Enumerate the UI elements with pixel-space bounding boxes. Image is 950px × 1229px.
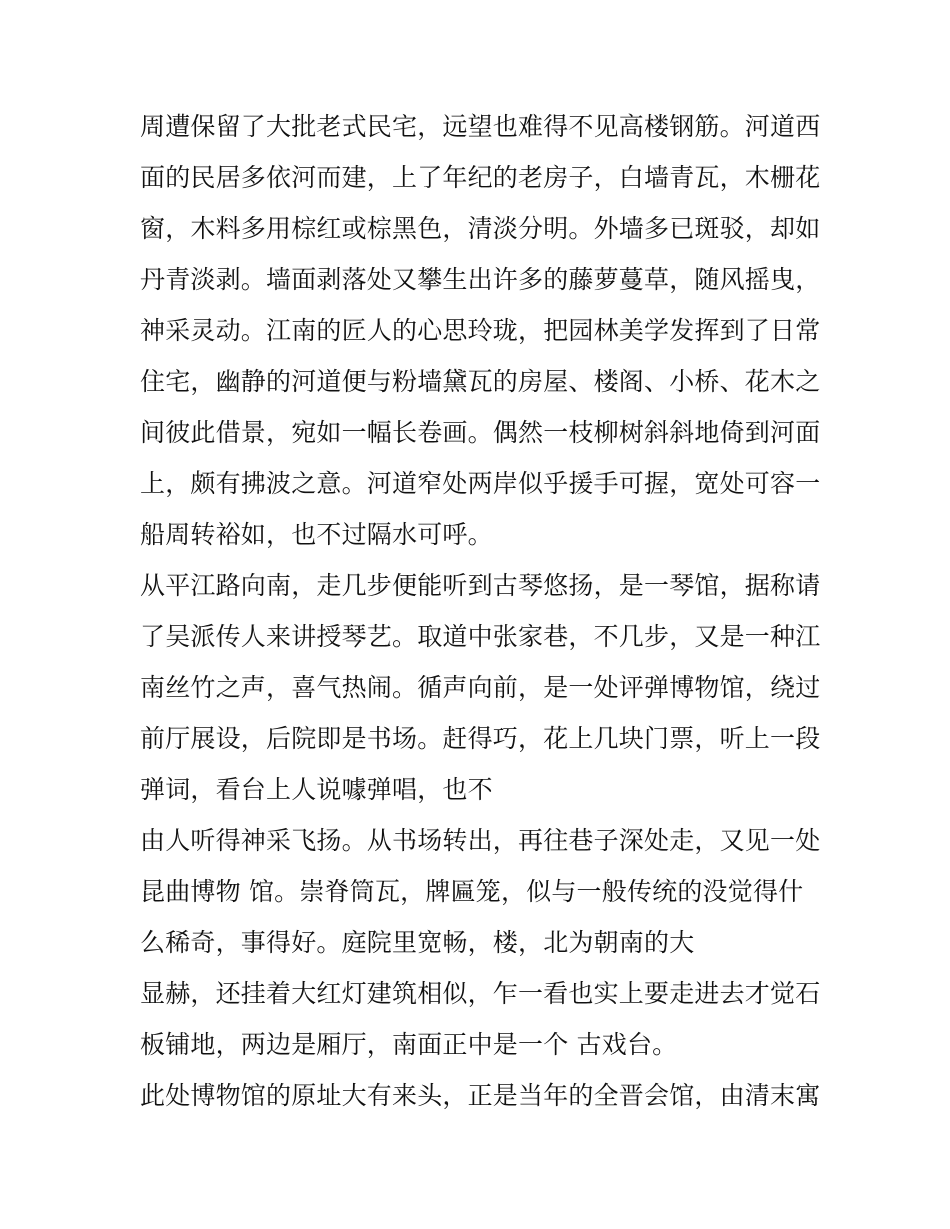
text-line: 住宅，幽静的河道便与粉墙黛瓦的房屋、楼阁、小桥、花木之 xyxy=(140,367,821,396)
text-line: 前厅展设，后院即是书场。赶得巧，花上几块门票，听上一段 xyxy=(140,724,821,753)
text-line: 弹词，看台上人说噱弹唱，也不 xyxy=(140,775,493,804)
text-line: 此处博物馆的原址大有来头，正是当年的全晋会馆，由清末寓 xyxy=(140,1081,821,1110)
text-line: 窗，木料多用棕红或棕黑色，清淡分明。外墙多已斑驳，却如 xyxy=(140,214,821,243)
text-line: 从平江路向南，走几步便能听到古琴悠扬，是一琴馆，据称请 xyxy=(140,571,821,600)
text-line: 了吴派传人来讲授琴艺。取道中张家巷，不几步，又是一种江 xyxy=(140,622,821,651)
text-line: 板铺地，两边是厢厅，南面正中是一个 古戏台。 xyxy=(140,1030,678,1059)
text-line: 由人听得神采飞扬。从书场转出，再往巷子深处走，又见一处 xyxy=(140,826,821,855)
text-line: 周遭保留了大批老式民宅，远望也难得不见高楼钢筋。河道西 xyxy=(140,112,821,141)
text-line: 显赫，还挂着大红灯建筑相似，乍一看也实上要走进去才觉石 xyxy=(140,979,821,1008)
text-line: 南丝竹之声，喜气热闹。循声向前，是一处评弹博物馆，绕过 xyxy=(140,673,821,702)
text-line: 船周转裕如，也不过隔水可呼。 xyxy=(140,520,493,549)
text-line: 丹青淡剥。墙面剥落处又攀生出许多的藤萝蔓草，随风摇曳， xyxy=(140,265,821,294)
text-line: 间彼此借景，宛如一幅长卷画。偶然一枝柳树斜斜地倚到河面 xyxy=(140,418,821,447)
text-line: 上，颇有拂波之意。河道窄处两岸似乎援手可握，宽处可容一 xyxy=(140,469,821,498)
text-line: 昆曲博物 馆。崇脊筒瓦，牌匾笼，似与一般传统的没觉得什 xyxy=(140,877,804,906)
text-line: 面的民居多依河而建，上了年纪的老房子，白墙青瓦，木栅花 xyxy=(140,163,821,192)
text-line: 么稀奇，事得好。庭院里宽畅，楼，北为朝南的大 xyxy=(140,928,695,957)
text-line: 神采灵动。江南的匠人的心思玲珑，把园林美学发挥到了日常 xyxy=(140,316,821,345)
